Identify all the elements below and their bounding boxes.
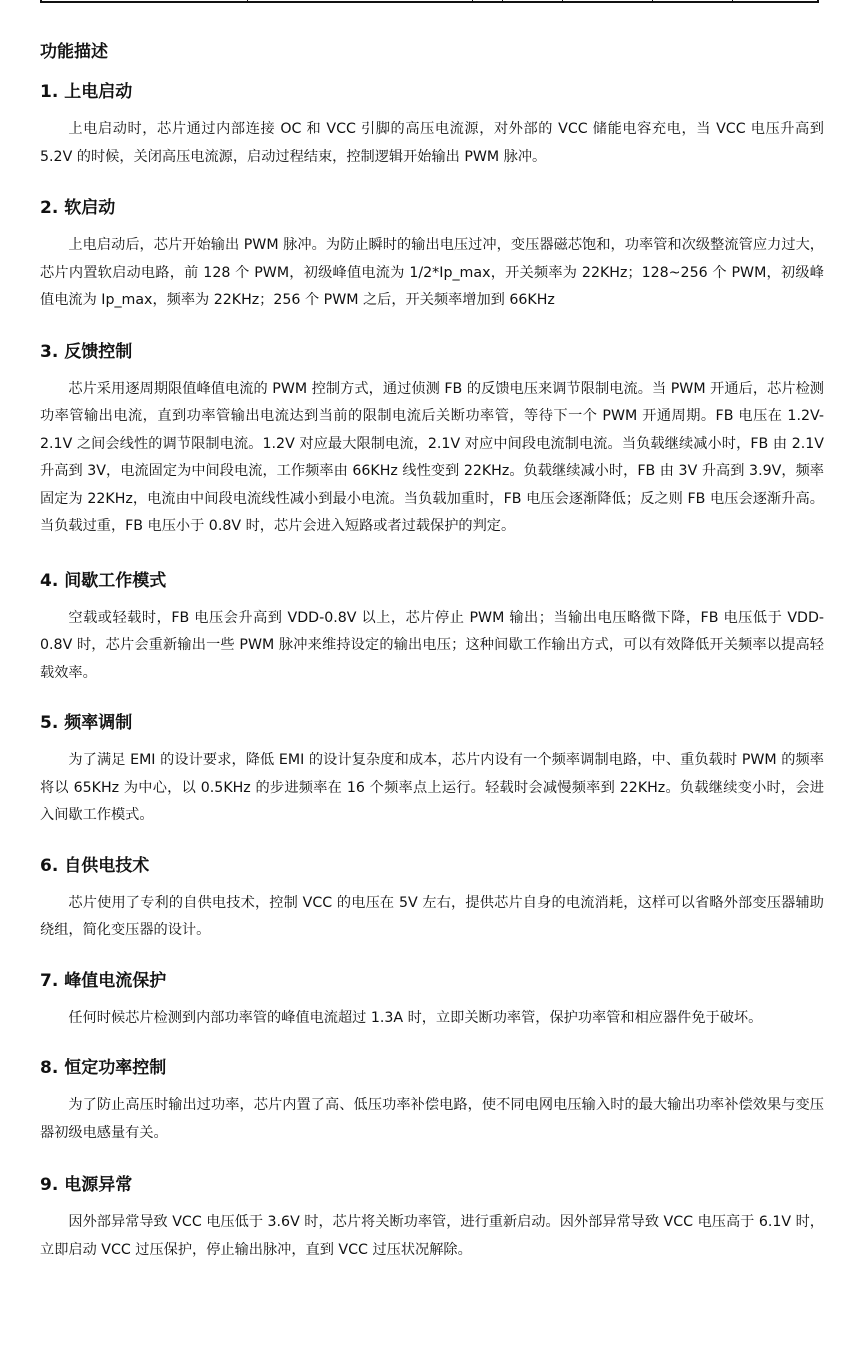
section-heading: 3. 反馈控制 (40, 341, 133, 362)
section-heading: 6. 自供电技术 (40, 855, 150, 876)
section-self-supply (40, 852, 824, 945)
table-column-divider (472, 0, 473, 1)
section-paragraph: 为了满足 EMI 的设计要求，降低 EMI 的设计复杂度和成本，芯片内设有一个频率调制电路，中、重负载时 PWM 的频率将以 65KHz 为中心，以 0.5KHz 的步进频率在 16 个频率点上运行。轻载时会减慢频率到 22KHz。负载继续变小时，会进入间歇工作模式。 (40, 752, 824, 823)
section-paragraph: 为了防止高压时输出过功率，芯片内置了高、低压功率补偿电路，使不同电网电压输入时的最大输出功率补偿效果与变压器初级电感量有关。 (40, 1097, 824, 1141)
section-paragraph: 空载或轻载时，FB 电压会升高到 VDD-0.8V 以上，芯片停止 PWM 输出；当输出电压略微下降，FB 电压低于 VDD-0.8V 时，芯片会重新输出一些 PWM 脉冲来维持设定的输出电压；这种间歇工作输出方式，可以有效降低开关频率以提高轻载效率。 (40, 609, 824, 681)
table-column-divider (652, 0, 653, 1)
section-constant-power-control (40, 1054, 824, 1147)
section-heading: 8. 恒定功率控制 (40, 1058, 167, 1078)
section-heading: 9. 电源异常 (40, 1175, 133, 1195)
section-heading: 1. 上电启动 (40, 82, 133, 102)
section-heading: 2. 软启动 (40, 198, 116, 218)
section-paragraph: 任何时候芯片检测到内部功率管的峰值电流超过 1.3A 时，立即关断功率管，保护功率管和相应器件免于破坏。 (68, 1009, 763, 1026)
section-heading: 7. 峰值电流保护 (40, 970, 167, 991)
table-column-divider (247, 0, 248, 1)
section-burst-mode (40, 567, 824, 688)
section-paragraph: 上电启动后，芯片开始输出 PWM 脉冲。为防止瞬时的输出电压过冲，变压器磁芯饱和，功率管和次级整流管应力过大，芯片内置软启动电路，前 128 个 PWM，初级峰值电流为 1/2*Ip_max，开关频率为 22KHz；128~256 个 PWM，初级峰值电流为 Ip_max，频率为 22KHz；256 个 PWM 之后，开关频率增加到 66KHz (40, 237, 824, 308)
table-bottom-edge (40, 0, 819, 3)
page-title: 功能描述 (40, 42, 108, 62)
section-heading: 5. 频率调制 (40, 713, 133, 733)
section-paragraph: 芯片采用逐周期限值峰值电流的 PWM 控制方式，通过侦测 FB 的反馈电压来调节限制电流。当 PWM 开通后，芯片检测功率管输出电流，直到功率管输出电流达到当前的限制电流后关断功率管，等待下一个 PWM 开通周期。FB 电压在 1.2V-2.1V 之间会线性的调节限制电流。1.2V 对应最大限制电流，2.1V 对应中间段电流制电流。当负载继续减小时，FB 由 2.1V 升高到 3V，电流固定为中间段电流，工作频率由 66KHz 线性变到 22KHz。负载继续减小时，FB 由 3V 升高到 3.9V，频率固定为 22KHz，电流由中间段电流线性减小到最小电流。当负载加重时，FB 电压会逐渐降低；反之则 FB 电压会逐渐升高。当负载过重，FB 电压小于 0.8V 时，芯片会进入短路或者过载保护的判定。 (40, 380, 824, 534)
section-paragraph: 芯片使用了专利的自供电技术，控制 VCC 的电压在 5V 左右，提供芯片自身的电流消耗，这样可以省略外部变压器辅助绕组，简化变压器的设计。 (40, 894, 824, 938)
document-body (40, 38, 824, 1264)
section-power-on-startup (40, 78, 824, 171)
table-column-divider (502, 0, 503, 1)
section-paragraph: 上电启动时，芯片通过内部连接 OC 和 VCC 引脚的高压电流源，对外部的 VCC 储能电容充电，当 VCC 电压升高到 5.2V 的时候，关闭高压电流源，启动过程结束，控制逻辑开始输出 PWM 脉冲。 (40, 121, 824, 165)
section-heading: 4. 间歇工作模式 (40, 570, 167, 591)
section-soft-start (40, 194, 824, 315)
section-frequency-modulation (40, 709, 824, 830)
section-peak-current-protection (40, 967, 824, 1033)
section-paragraph: 因外部异常导致 VCC 电压低于 3.6V 时，芯片将关断功率管，进行重新启动。因外部异常导致 VCC 电压高于 6.1V 时，立即启动 VCC 过压保护，停止输出脉冲，直到 VCC 过压状况解除。 (40, 1214, 824, 1258)
section-power-fault (40, 1171, 824, 1264)
table-column-divider (732, 0, 733, 1)
table-column-divider (562, 0, 563, 1)
section-feedback-control (40, 338, 824, 541)
